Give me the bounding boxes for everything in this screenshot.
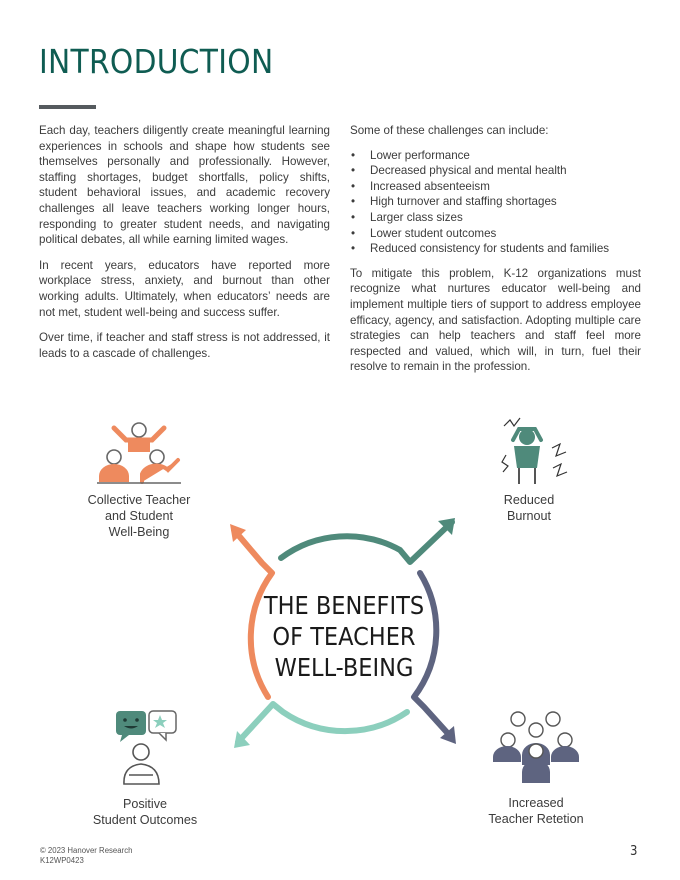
paragraph: To mitigate this problem, K-12 organizations must recognize what nurtures educator well-being and implement multiple tiers of support to address employee efficacy, agency, and satisfaction. Adopting multiple care strategies can help teachers and staff feel more respected and valued, which will, in turn, fuel their resolve to remain in the profession. bbox=[350, 266, 641, 374]
benefit-label-burnout bbox=[468, 492, 590, 524]
page-number: 3 bbox=[630, 844, 638, 859]
paragraph: Each day, teachers diligently create meaningful learning experiences in schools and shape how students see themselves personally and professionally. However, staffing shortages, budget shortfalls, policy shifts, student behavioral issues, and academic recovery challenges all leave teachers working longer hours, responding to greater student needs, and navigating political debates, all while earning limited wages. bbox=[39, 124, 330, 247]
label-line: Student Outcomes bbox=[92, 813, 198, 827]
list-item: • Larger class sizes bbox=[370, 210, 641, 226]
footer bbox=[40, 846, 132, 866]
benefit-label-collective bbox=[68, 492, 210, 540]
center-title-line: OF TEACHER bbox=[272, 622, 416, 651]
center-title-line: THE BENEFITS bbox=[263, 591, 425, 620]
benefit-label-retention bbox=[466, 795, 606, 827]
benefit-label-positive bbox=[75, 796, 215, 828]
page-title: INTRODUCTION bbox=[39, 42, 274, 81]
label-line: Burnout bbox=[506, 509, 552, 523]
list-item: • Reduced consistency for students and families bbox=[370, 241, 641, 257]
list-item: • Lower student outcomes bbox=[370, 226, 641, 242]
center-title-line: WELL-BEING bbox=[274, 653, 414, 682]
list-item: • High turnover and staffing shortages bbox=[370, 194, 641, 210]
label-line: Teacher Retetion bbox=[488, 812, 584, 826]
teal-arc bbox=[281, 522, 452, 562]
team-group-icon bbox=[493, 712, 579, 783]
list-item: • Increased absenteeism bbox=[370, 179, 641, 195]
list-intro: Some of these challenges can include: bbox=[350, 124, 549, 137]
student-feedback-icon bbox=[116, 711, 176, 784]
diagram-center-title bbox=[244, 590, 444, 683]
label-line: Reduced bbox=[503, 493, 555, 507]
label-line: Increased bbox=[508, 796, 564, 810]
paragraph: In recent years, educators have reported more workplace stress, anxiety, and burnout than other working adults. Ultimately, when educators’ needs are not met, student well-being and success suffer. bbox=[39, 258, 330, 319]
label-line: and Student bbox=[105, 509, 173, 523]
paragraph: Over time, if teacher and staff stress is not addressed, it leads to a cascade of challenges. bbox=[39, 331, 330, 360]
label-line: Well-Being bbox=[108, 525, 170, 539]
group-celebration-icon bbox=[97, 423, 181, 483]
list-item: • Lower performance bbox=[370, 148, 641, 164]
list-item: • Decreased physical and mental health bbox=[370, 163, 641, 179]
stressed-person-icon bbox=[502, 418, 567, 484]
label-line: Positive bbox=[122, 797, 168, 811]
document-code: K12WP0423 bbox=[40, 856, 84, 865]
label-line: Collective Teacher bbox=[87, 493, 191, 507]
mint-arc bbox=[238, 704, 407, 742]
copyright: © 2023 Hanover Research bbox=[40, 846, 133, 855]
